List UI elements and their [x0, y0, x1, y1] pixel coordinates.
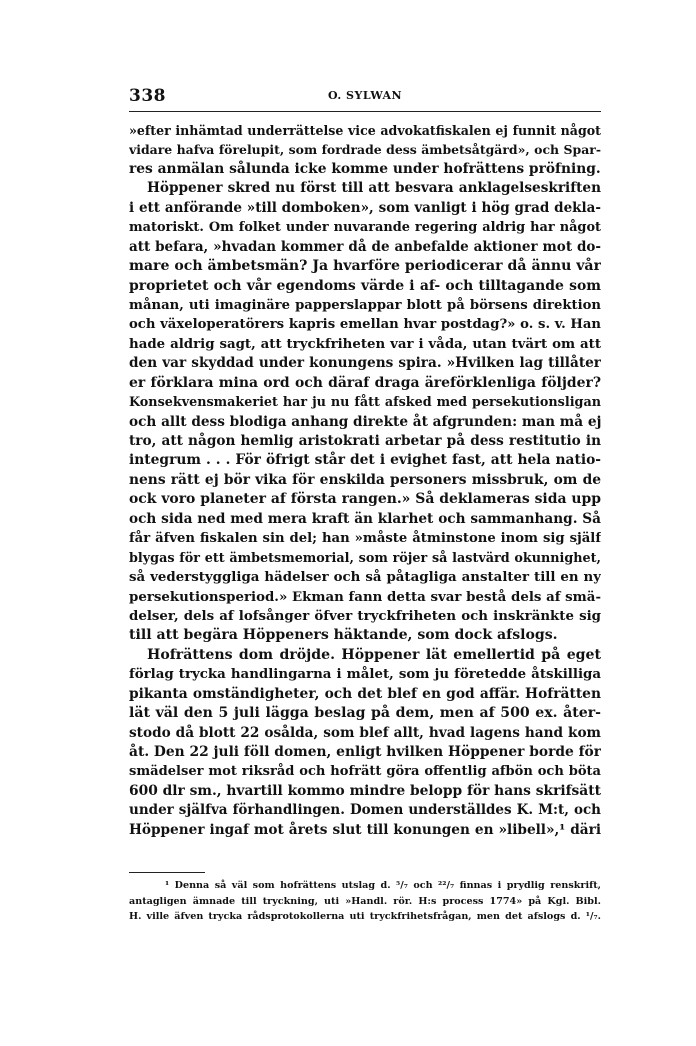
text-line: nens rätt ej bör vika för enskilda personers missbruk, om de: [129, 471, 601, 488]
text-line: Konsekvensmakeriet har ju nu fått afsked med persekutionsligan: [129, 395, 601, 411]
text-line: persekutionsperiod.» Ekman fann detta svar bestå dels af smä-: [129, 588, 601, 605]
text-line: att befara, »hvadan kommer då de anbefalde aktioner mot do-: [129, 238, 601, 255]
text-line: integrum . . . För öfrigt står det i evighet fast, att hela natio-: [129, 452, 601, 469]
text-line: er förklara mina ord och däraf draga äreförklenliga följder?: [129, 374, 601, 391]
text-line: tro, att någon hemlig aristokrati arbetar på dess restitutio in: [129, 433, 601, 449]
text-line: hade aldrig sagt, att tryckfriheten var i våda, utan tvärt om att: [129, 335, 601, 352]
text-line: delser, dels af lofsånger öfver tryckfriheten och inskränkte sig: [129, 607, 601, 624]
text-line: får äfven fiskalen sin del; han »måste åtminstone inom sig själf: [129, 531, 601, 547]
text-line: och växeloperatörers kapris emellan hvar postdag?» o. s. v. Han: [129, 317, 601, 333]
text-line: Höppener ingaf mot årets slut till konungen en »libell»,¹ däri: [129, 821, 601, 838]
page-number: 338: [129, 86, 166, 106]
text-line: matoriskt. Om folket under nuvarande regering aldrig har något: [129, 220, 601, 236]
footnote-line: antagligen ämnade till tryckning, uti »Handl. rör. H:s process 1774» på Kgl. Bibl.: [129, 895, 601, 907]
text-line: Höppener skred nu först till att besvara anklagelseskriften: [147, 180, 601, 197]
text-line: stodo då blott 22 osålda, som blef allt, hvad lagens hand kom: [129, 724, 601, 741]
text-line: »efter inhämtad underrättelse vice advokatfiskalen ej funnit något: [129, 123, 601, 138]
text-line: Hofrättens dom dröjde. Höppener lät emellertid på eget: [147, 646, 601, 663]
text-line: åt. Den 22 juli föll domen, enligt hvilken Höppener borde för: [129, 744, 601, 760]
text-line: och sida ned med mera kraft än klarhet och sammanhang. Så: [129, 510, 601, 527]
running-head: O. SYLWAN: [327, 89, 403, 102]
footnote-rule: [129, 872, 205, 873]
text-line: 600 dlr sm., hvartill kommo mindre belopp för hans skrifsätt: [129, 782, 601, 799]
page-header: [129, 86, 601, 108]
text-line: i ett anförande »till domboken», som vanligt i hög grad dekla-: [129, 199, 601, 216]
text-line: ock voro planeter af första rangen.» Så deklameras sida upp: [129, 491, 601, 508]
footnote-line: H. ville äfven trycka rådsprotokollerna uti tryckfrihetsfrågan, men det afslogs d. ¹/₇.: [129, 911, 601, 922]
text-line: till att begära Höppeners häktande, som dock afslogs.: [129, 627, 558, 644]
text-line: pikanta omständigheter, och det blef en god affär. Hofrätten: [129, 685, 601, 702]
text-line: månan, uti imaginäre papperslappar blott på börsens direktion: [129, 297, 601, 313]
text-line: smädelser mot riksråd och hofrätt göra offentlig afbön och böta: [129, 764, 601, 780]
text-line: vidare hafva förelupit, som fordrade dess ämbetsåtgärd», och Spar-: [129, 142, 601, 158]
footnotes: [129, 878, 601, 925]
text-line: res anmälan sålunda icke komme under hofrättens pröfning.: [129, 160, 601, 177]
text-line: förlag trycka handlingarna i målet, som ju företedde åtskilliga: [129, 666, 601, 683]
body-text: [129, 121, 601, 840]
text-line: under själfva förhandlingen. Domen underställdes K. M:t, och: [129, 802, 601, 819]
text-line: blygas för ett ämbetsmemorial, som röjer så lastvärd okunnighet,: [129, 550, 601, 566]
footnote-line: ¹ Denna så väl som hofrättens utslag d. ⁵/₇ och ²²/₇ finnas i prydlig renskrift,: [165, 880, 601, 891]
header-rule: [129, 111, 601, 112]
text-line: och allt dess blodiga anhang direkte åt afgrunden: man må ej: [129, 413, 601, 430]
text-line: den var skyddad under konungens spira. »Hvilken lag tillåter: [129, 355, 601, 372]
text-line: mare och ämbetsmän? Ja hvarföre periodicerar då ännu vår: [129, 258, 601, 275]
text-line: proprietet och vår egendoms värde i af- och tilltagande som: [129, 277, 601, 294]
text-line: lät väl den 5 juli lägga beslag på dem, men af 500 ex. åter-: [129, 705, 601, 722]
text-line: så vederstyggliga hädelser och så påtagliga anstalter till en ny: [129, 569, 601, 586]
